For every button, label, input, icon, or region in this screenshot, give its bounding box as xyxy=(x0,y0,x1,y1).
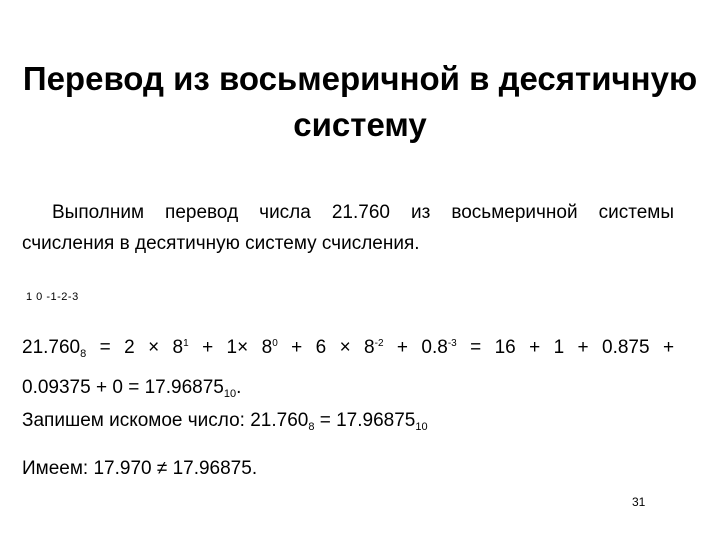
slide-title: Перевод из восьмеричной в десятичную систему xyxy=(22,60,698,143)
have-line: Имеем: 17.970 ≠ 17.96875. xyxy=(22,458,258,479)
equation-line-2: $0.09375 + 0 = 17.96875_{10}$. xyxy=(22,377,242,400)
powers-hint: 1 0 -1-2-3 xyxy=(26,291,79,303)
page-number: 31 xyxy=(632,495,646,509)
intro-paragraph: Выполним перевод числа 21.760 из восьмеричной системы счисления в десятичную систему счисления. xyxy=(22,202,674,254)
conversion-equation xyxy=(22,327,674,411)
equation-line-1: $21.760_8 = 2 \times 8^1 + 1\times 8^0 + 6 \times 8^{-2} + 0.8^{-3} = 16 + 1 + 0.875$ + xyxy=(22,337,675,360)
record-line: Запишем искомое число: $21.760_8 = 17.96875_{10}$ xyxy=(22,410,428,433)
